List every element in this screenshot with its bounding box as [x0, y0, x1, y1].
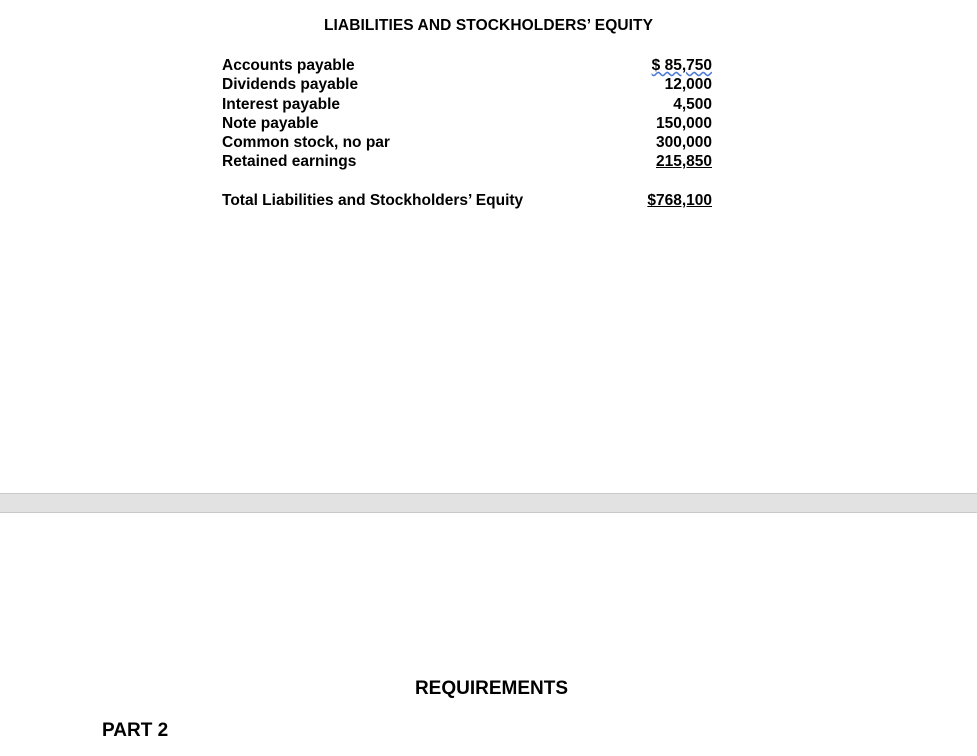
row-amount-note-payable: 150,000: [655, 115, 712, 132]
row-label-note-payable: Note payable: [222, 115, 319, 132]
section-heading: LIABILITIES AND STOCKHOLDERS’ EQUITY: [323, 17, 654, 34]
total-amount: $768,100: [647, 192, 712, 209]
requirements-heading: REQUIREMENTS: [414, 678, 569, 699]
row-amount-dividends-payable: 12,000: [664, 76, 712, 93]
row-label-dividends-payable: Dividends payable: [222, 76, 359, 93]
row-amount-accounts-payable: $ 85,750: [651, 57, 712, 74]
row-label-accounts-payable: Accounts payable: [222, 57, 355, 74]
row-amount-retained-earnings: 215,850: [655, 153, 712, 170]
page-break-gap: [0, 493, 977, 513]
row-amount-common-stock: 300,000: [655, 134, 712, 151]
row-label-retained-earnings: Retained earnings: [222, 153, 357, 170]
row-amount-interest-payable: 4,500: [673, 96, 712, 113]
row-label-common-stock: Common stock, no par: [222, 134, 390, 151]
part-heading: PART 2: [102, 720, 169, 741]
row-label-interest-payable: Interest payable: [222, 96, 341, 113]
total-label: Total Liabilities and Stockholders’ Equity: [222, 192, 524, 209]
